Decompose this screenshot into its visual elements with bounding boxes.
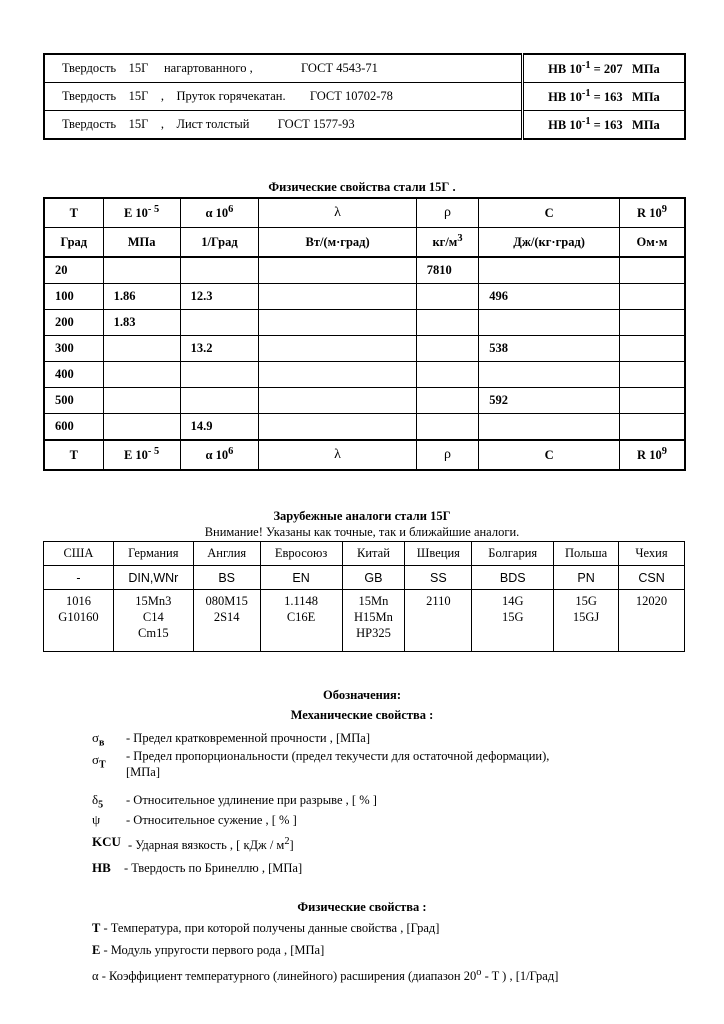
phys-unit-cell xyxy=(44,228,103,258)
phys-cell xyxy=(259,336,416,362)
phys-unit-text: МПа xyxy=(127,234,156,249)
phys-cell xyxy=(259,362,416,388)
phys-foot-text: T xyxy=(69,447,78,462)
legend-text: - Модуль упругости первого рода , [МПа] xyxy=(103,943,325,957)
hardness-desc xyxy=(44,111,523,140)
legend-symbol-text: HB xyxy=(92,860,111,875)
phys-foot-cell xyxy=(44,440,103,470)
phys-cell xyxy=(416,414,478,441)
hardness-exp: -1 xyxy=(581,115,591,127)
phys-foot-cell xyxy=(619,440,685,470)
analog-grade: 1.1148 xyxy=(284,594,319,608)
legend-symbol-text: σ xyxy=(92,752,100,767)
analog-grade: 15Mn xyxy=(358,594,389,608)
analog-country: Польша xyxy=(554,542,619,566)
table-row xyxy=(44,284,685,310)
phys-unit-text: Вт/(м·град) xyxy=(305,234,370,249)
analogs-table xyxy=(43,541,685,652)
analog-standard: SS xyxy=(405,566,472,590)
legend-symbol xyxy=(92,812,100,828)
phys-cell: 300 xyxy=(44,336,103,362)
hardness-sep: , xyxy=(160,117,164,131)
legend-symbol-text: δ xyxy=(92,792,99,807)
phys-cell: 400 xyxy=(44,362,103,388)
analog-values xyxy=(405,590,472,652)
analog-values xyxy=(554,590,619,652)
phys-foot-cell xyxy=(103,440,180,470)
legend-symbol-sub: T xyxy=(99,759,106,771)
phys-cell xyxy=(479,257,620,284)
analog-grade: 2110 xyxy=(426,594,451,608)
phys-cell: 500 xyxy=(44,388,103,414)
phys-cell: 592 xyxy=(479,388,620,414)
phys-unit-text: кг/м xyxy=(432,235,458,250)
analog-values xyxy=(619,590,685,652)
phys-head-cell xyxy=(416,198,478,228)
phys-head-text: C xyxy=(544,205,554,220)
phys-cell xyxy=(180,362,259,388)
analog-grade: 080M15 xyxy=(205,594,248,608)
phys-legend-item xyxy=(92,921,439,936)
analog-grade: HP325 xyxy=(356,626,391,640)
legend-text-main: - Предел кратковременной прочности , [МПа] xyxy=(126,731,371,745)
hardness-exp: -1 xyxy=(581,59,591,71)
legend-text xyxy=(126,730,370,746)
analog-standard: BS xyxy=(193,566,260,590)
legend-symbol-text: ψ xyxy=(92,812,101,827)
phys-unit-cell xyxy=(479,228,620,258)
legend-mech-title: Механические свойства : xyxy=(290,708,434,722)
phys-cell xyxy=(259,284,416,310)
phys-head-cell xyxy=(259,198,416,228)
legend-symbol-text: KCU xyxy=(92,834,121,849)
analog-standard: DIN,WNr xyxy=(113,566,193,590)
phys-cell xyxy=(103,336,180,362)
analogs-note: Внимание! Указаны как точные, так и ближайшие аналоги. xyxy=(204,525,520,539)
phys-legend-item xyxy=(92,967,558,984)
phys-cell xyxy=(619,336,685,362)
analog-values xyxy=(260,590,342,652)
analog-country: США xyxy=(44,542,114,566)
legend-title: Обозначения: xyxy=(323,688,401,702)
legend-text-main: - Твердость по Бринеллю , [МПа] xyxy=(124,861,303,875)
analog-grade: C16E xyxy=(286,610,316,624)
hardness-grade: 15Г xyxy=(128,61,149,75)
hardness-product: нагартованного , xyxy=(163,61,253,75)
phys-unit-cell xyxy=(416,228,478,258)
hardness-value xyxy=(523,83,686,111)
phys-cell: 100 xyxy=(44,284,103,310)
legend-text-main: - Относительное сужение , [ % ] xyxy=(126,813,297,827)
table-row xyxy=(44,83,685,111)
analogs-countries-row xyxy=(44,542,685,566)
phys-cell xyxy=(619,284,685,310)
legend-text xyxy=(126,748,549,780)
analog-country: Англия xyxy=(193,542,260,566)
phys-cell xyxy=(619,414,685,441)
analog-values xyxy=(342,590,405,652)
phys-legend-item xyxy=(92,943,324,958)
legend-text-main: - Предел пропорциональности (предел текучести для остаточной деформации), xyxy=(126,749,550,763)
phys-cell: 12.3 xyxy=(180,284,259,310)
phys-foot-text: C xyxy=(544,447,554,462)
phys-foot-cell xyxy=(416,440,478,470)
legend-text xyxy=(124,860,302,876)
analog-values xyxy=(193,590,260,652)
hardness-hb: НВ 10 xyxy=(548,62,582,77)
phys-cell xyxy=(103,257,180,284)
phys-cell xyxy=(259,257,416,284)
legend-text-sup: 2 xyxy=(284,836,290,847)
analog-country: Чехия xyxy=(619,542,685,566)
phys-foot-cell xyxy=(259,440,416,470)
legend-text-main: - Относительное удлинение при разрыве , [ % ] xyxy=(126,793,377,807)
phys-cell: 13.2 xyxy=(180,336,259,362)
analog-grade: 2S14 xyxy=(213,610,240,624)
analog-values xyxy=(113,590,193,652)
analog-values xyxy=(472,590,554,652)
phys-cell xyxy=(619,388,685,414)
phys-cell xyxy=(479,414,620,441)
legend-symbol-text: σ xyxy=(92,730,100,745)
legend-symbol-sub: 5 xyxy=(98,799,104,811)
analog-grade: 12020 xyxy=(635,594,668,608)
phys-head-exp: - 5 xyxy=(147,204,160,216)
table-row xyxy=(44,336,685,362)
phys-cell: 496 xyxy=(479,284,620,310)
legend-text: - Температура, при которой получены данные свойства , [Град] xyxy=(103,921,440,935)
phys-cell xyxy=(619,310,685,336)
phys-foot-text: E 10 xyxy=(123,448,148,463)
phys-cell: 1.83 xyxy=(103,310,180,336)
phys-head-text: ρ xyxy=(444,205,451,220)
analog-standard: BDS xyxy=(472,566,554,590)
legend-text xyxy=(126,792,377,808)
legend-symbol: E xyxy=(92,943,101,957)
legend-text-sup: o xyxy=(476,967,482,978)
table-row xyxy=(44,414,685,441)
analog-grade: Cm15 xyxy=(138,626,169,640)
legend-symbol xyxy=(92,792,103,811)
phys-head-cell xyxy=(103,198,180,228)
legend-text-tail: - T ) , [1/Град] xyxy=(481,969,559,984)
analogs-values-row xyxy=(44,590,685,652)
hardness-hb: НВ 10 xyxy=(548,90,582,105)
phys-head-text: λ xyxy=(334,205,341,220)
hardness-table xyxy=(43,53,686,140)
phys-head-text: E 10 xyxy=(123,206,148,221)
hardness-value xyxy=(523,54,686,83)
analog-country: Германия xyxy=(113,542,193,566)
phys-cell xyxy=(103,388,180,414)
analog-country: Болгария xyxy=(472,542,554,566)
analog-grade: 15G xyxy=(575,594,597,608)
phys-unit-exp: 3 xyxy=(457,233,463,245)
phys-foot-text: R 10 xyxy=(637,448,662,463)
phys-head-row xyxy=(44,198,685,228)
legend-text xyxy=(126,812,297,828)
phys-foot-exp: 9 xyxy=(661,446,667,458)
phys-head-cell xyxy=(479,198,620,228)
phys-cell xyxy=(180,388,259,414)
legend-symbol xyxy=(92,752,106,771)
hardness-sep: , xyxy=(160,89,164,103)
phys-cell xyxy=(103,362,180,388)
phys-foot-text: α 10 xyxy=(205,448,229,463)
analog-grade: H15Mn xyxy=(354,610,393,624)
analog-standard: CSN xyxy=(619,566,685,590)
phys-head-cell xyxy=(619,198,685,228)
table-row xyxy=(44,362,685,388)
phys-foot-text: λ xyxy=(334,447,341,462)
phys-unit-cell xyxy=(103,228,180,258)
analogs-standards-row xyxy=(44,566,685,590)
hardness-grade: 15Г xyxy=(128,89,149,103)
phys-cell xyxy=(103,414,180,441)
hardness-label: Твердость xyxy=(62,61,117,75)
hardness-product: Лист толстый xyxy=(176,117,250,131)
phys-cell xyxy=(416,388,478,414)
hardness-result: = 163 МПа xyxy=(593,118,660,133)
analog-values xyxy=(44,590,114,652)
phys-title: Физические свойства стали 15Г . xyxy=(268,180,456,194)
legend-text-main: - Ударная вязкость , [ кДж / м xyxy=(128,838,285,853)
phys-unit-cell xyxy=(619,228,685,258)
phys-head-cell xyxy=(44,198,103,228)
analog-standard: GB xyxy=(342,566,405,590)
phys-unit-row xyxy=(44,228,685,258)
analog-grade: 14G xyxy=(501,594,524,608)
analog-country: Швеция xyxy=(405,542,472,566)
hardness-label: Твердость xyxy=(62,89,117,103)
analog-grade: C14 xyxy=(142,610,164,624)
phys-table xyxy=(43,197,686,471)
phys-foot-cell xyxy=(180,440,259,470)
phys-cell xyxy=(259,310,416,336)
phys-cell xyxy=(259,388,416,414)
phys-cell: 1.86 xyxy=(103,284,180,310)
phys-foot-text: ρ xyxy=(444,447,451,462)
legend-text xyxy=(128,834,294,853)
phys-cell: 7810 xyxy=(416,257,478,284)
legend-symbol xyxy=(92,730,104,749)
hardness-desc xyxy=(44,54,523,83)
phys-head-text: T xyxy=(69,205,78,220)
phys-cell xyxy=(180,257,259,284)
analog-grade: 15Mn3 xyxy=(135,594,172,608)
legend-symbol xyxy=(92,860,111,876)
legend-symbol: α xyxy=(92,969,99,984)
phys-unit-text: 1/Град xyxy=(201,234,238,249)
phys-cell xyxy=(416,310,478,336)
hardness-gost: ГОСТ 1577-93 xyxy=(277,117,355,131)
phys-unit-text: Ом·м xyxy=(636,234,668,249)
phys-body xyxy=(44,257,685,440)
hardness-gost: ГОСТ 10702-78 xyxy=(309,89,393,103)
phys-head-exp: 6 xyxy=(228,204,234,216)
phys-head-exp: 9 xyxy=(661,204,667,216)
phys-cell xyxy=(619,257,685,284)
phys-cell: 14.9 xyxy=(180,414,259,441)
analog-standard: EN xyxy=(260,566,342,590)
phys-head-text: R 10 xyxy=(637,206,662,221)
phys-foot-exp: - 5 xyxy=(147,446,160,458)
phys-unit-cell xyxy=(259,228,416,258)
hardness-label: Твердость xyxy=(62,117,117,131)
analog-grade: G10160 xyxy=(58,610,99,624)
table-row xyxy=(44,310,685,336)
legend-symbol xyxy=(92,834,121,850)
analog-grade: 15GJ xyxy=(572,610,600,624)
phys-cell: 200 xyxy=(44,310,103,336)
hardness-grade: 15Г xyxy=(128,117,149,131)
analog-standard: PN xyxy=(554,566,619,590)
phys-unit-cell xyxy=(180,228,259,258)
phys-cell xyxy=(259,414,416,441)
analog-grade: 1016 xyxy=(65,594,91,608)
hardness-product: Пруток горячекатан. xyxy=(176,89,286,103)
hardness-result: = 163 МПа xyxy=(593,90,660,105)
phys-cell xyxy=(416,362,478,388)
analog-grade: 15G xyxy=(501,610,524,624)
legend-text: - Коэффициент температурного (линейного) расширения (диапазон 20 xyxy=(101,969,477,984)
analog-standard: - xyxy=(44,566,114,590)
analog-country: Евросоюз xyxy=(260,542,342,566)
hardness-gost: ГОСТ 4543-71 xyxy=(301,61,378,75)
legend-symbol: T xyxy=(92,921,101,935)
phys-cell xyxy=(479,362,620,388)
legend-symbol-sub: в xyxy=(99,737,105,749)
legend-phys-title: Физические свойства : xyxy=(297,900,427,914)
phys-foot-cell xyxy=(479,440,620,470)
phys-head-text: α 10 xyxy=(205,206,229,221)
table-row xyxy=(44,257,685,284)
table-row xyxy=(44,54,685,83)
analog-country: Китай xyxy=(342,542,405,566)
phys-unit-text: Град xyxy=(60,234,88,249)
phys-cell xyxy=(180,310,259,336)
phys-cell: 20 xyxy=(44,257,103,284)
phys-cell xyxy=(479,310,620,336)
hardness-hb: НВ 10 xyxy=(548,118,582,133)
table-row xyxy=(44,388,685,414)
phys-unit-text: Дж/(кг·град) xyxy=(513,234,585,249)
phys-head-cell xyxy=(180,198,259,228)
hardness-desc xyxy=(44,83,523,111)
phys-cell xyxy=(416,284,478,310)
analogs-title: Зарубежные аналоги стали 15Г xyxy=(273,509,451,523)
legend-text-line2: [МПа] xyxy=(126,765,161,779)
hardness-exp: -1 xyxy=(581,87,591,99)
phys-cell: 538 xyxy=(479,336,620,362)
phys-cell xyxy=(416,336,478,362)
legend-text-tail: ] xyxy=(289,838,294,853)
phys-cell xyxy=(619,362,685,388)
phys-foot-row xyxy=(44,440,685,470)
hardness-result: = 207 МПа xyxy=(593,62,660,77)
phys-cell: 600 xyxy=(44,414,103,441)
table-row xyxy=(44,111,685,140)
phys-foot-exp: 6 xyxy=(228,446,234,458)
hardness-value xyxy=(523,111,686,140)
